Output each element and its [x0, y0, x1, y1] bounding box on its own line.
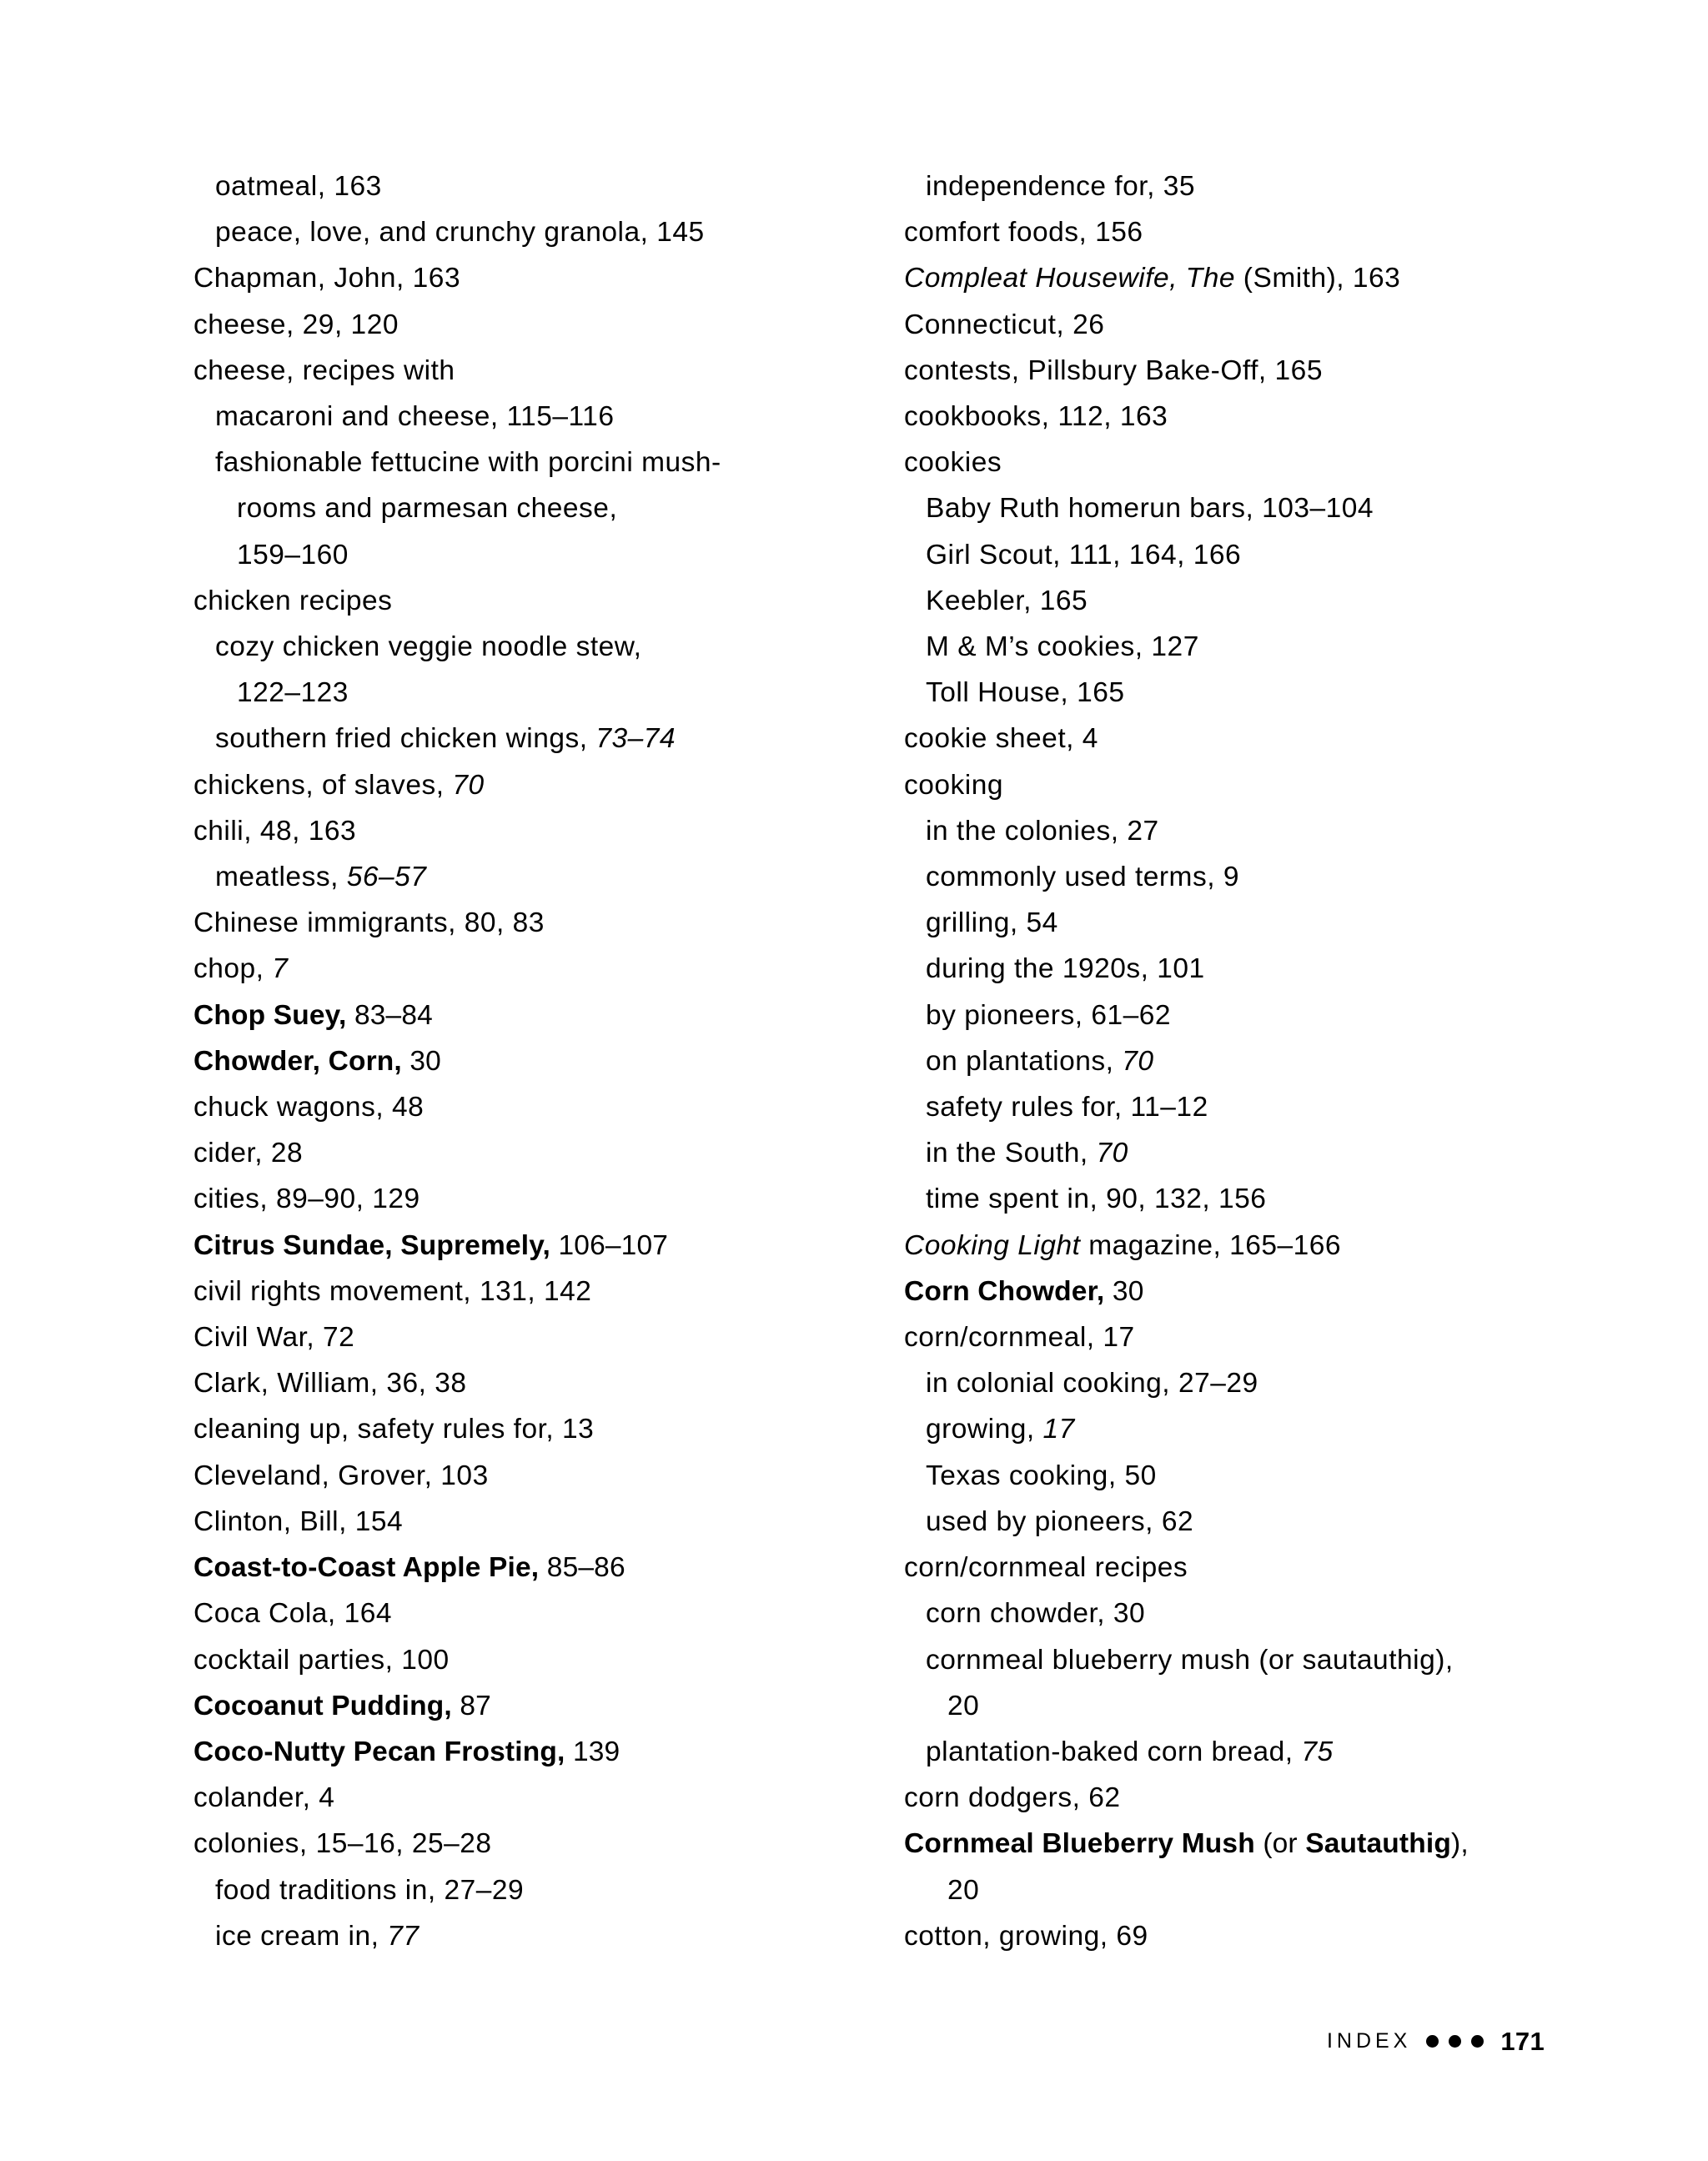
index-entry-run: 62: [1088, 1782, 1121, 1814]
index-entry-run: macaroni and cheese,: [215, 401, 507, 433]
index-entry-run: cleaning up, safety rules for,: [193, 1414, 563, 1445]
index-entry-run: chickens, of slaves,: [193, 769, 453, 801]
index-entry-run: 100: [401, 1644, 450, 1676]
index-entry: [193, 900, 834, 946]
index-entry: [904, 762, 1545, 808]
index-entry-run: 75: [1301, 1736, 1334, 1767]
index-entry: [193, 1867, 834, 1913]
index-entry-run: 73–74: [595, 723, 676, 755]
index-entry: [904, 946, 1545, 992]
index-entry: [193, 1591, 834, 1636]
index-entry: [193, 1683, 834, 1729]
index-entry-run: 164: [344, 1598, 392, 1630]
index-entry-run: 30: [1113, 1598, 1146, 1630]
index-entry-run: Chowder, Corn,: [193, 1045, 402, 1077]
index-entry-run: cheese,: [193, 309, 303, 340]
index-entry-run: 36, 38: [386, 1368, 467, 1400]
index-entry-run: corn/cornmeal recipes: [904, 1552, 1188, 1584]
index-entry-run: during the 1920s,: [926, 953, 1158, 985]
index-entry-run: peace, love, and crunchy granola,: [215, 217, 657, 249]
index-entry-run: Keebler,: [926, 585, 1040, 616]
index-column-right: [904, 163, 1545, 1959]
index-entry: [193, 762, 834, 808]
index-entry-run: 165: [1039, 585, 1088, 616]
index-entry: [904, 854, 1545, 900]
index-entry-run: plantation-baked corn bread,: [926, 1736, 1302, 1767]
index-entry-run: rooms and parmesan cheese,: [237, 493, 618, 525]
index-entry: [904, 532, 1545, 578]
index-entry-run: 62: [1161, 1505, 1194, 1537]
index-entry-run: civil rights movement,: [193, 1275, 480, 1307]
index-entry-run: 4: [1082, 723, 1098, 755]
index-entry: [193, 670, 834, 716]
index-entry: [193, 1406, 834, 1452]
index-entry: [193, 808, 834, 854]
index-entry-run: 103–104: [1262, 493, 1374, 525]
index-entry: [193, 854, 834, 900]
index-entry-run: 122–123: [237, 677, 349, 709]
index-entry-run: 83–84: [346, 999, 433, 1031]
index-entry-run: 35: [1163, 171, 1195, 202]
index-entry: [193, 1775, 834, 1821]
index-entry-run: 159–160: [237, 539, 349, 570]
index-entry: [904, 808, 1545, 854]
index-entry-run: contests, Pillsbury Bake-Off,: [904, 354, 1275, 386]
index-entry-run: Chapman, John,: [193, 263, 413, 294]
index-entry: [904, 900, 1545, 946]
index-entry-run: ),: [1451, 1828, 1469, 1860]
index-entry: [193, 1223, 834, 1269]
index-entry-run: corn dodgers,: [904, 1782, 1089, 1814]
index-entry: [904, 1637, 1545, 1683]
index-entry-run: 69: [1116, 1920, 1148, 1952]
index-entry-run: 145: [656, 217, 705, 249]
index-entry-run: 56–57: [346, 862, 427, 893]
index-entry: [193, 1176, 834, 1222]
index-entry: [193, 1084, 834, 1130]
footer-dot-icon: [1449, 2035, 1461, 2048]
index-entry-run: oatmeal,: [215, 171, 334, 202]
index-entry-run: Connecticut,: [904, 309, 1073, 340]
index-entry-run: cocktail parties,: [193, 1644, 402, 1676]
index-entry: [904, 1821, 1545, 1867]
index-entry: [193, 532, 834, 578]
index-entry: [904, 1314, 1545, 1360]
index-entry: [193, 209, 834, 255]
index-entry-run: 15–16, 25–28: [315, 1828, 492, 1860]
index-entry: [904, 163, 1545, 209]
index-entry-run: time spent in,: [926, 1184, 1107, 1215]
index-entry-run: 106–107: [550, 1229, 669, 1261]
index-entry-run: comfort foods,: [904, 217, 1096, 249]
index-entry-run: 111, 164, 166: [1068, 539, 1242, 570]
index-entry-run: fashionable fettucine with porcini mush-: [215, 447, 721, 479]
index-entry: [904, 624, 1545, 670]
index-entry: [904, 209, 1545, 255]
page-number: 171: [1500, 2026, 1545, 2056]
index-entry: [193, 1038, 834, 1084]
index-entry: [904, 485, 1545, 531]
index-entry-run: 50: [1124, 1460, 1157, 1491]
index-entry-run: ice cream in,: [215, 1920, 388, 1952]
index-entry: [193, 255, 834, 301]
index-entry-run: 131, 142: [479, 1275, 592, 1307]
index-entry-run: Corn Chowder,: [904, 1275, 1105, 1307]
index-entry-run: (Smith), 163: [1235, 263, 1401, 294]
index-entry-run: 112, 163: [1057, 401, 1168, 433]
index-entry-run: 156: [1095, 217, 1143, 249]
index-entry-run: 70: [452, 769, 485, 801]
index-entry: [193, 348, 834, 394]
index-entry-run: 29, 120: [302, 309, 399, 340]
index-entry: [193, 163, 834, 209]
index-columns: [193, 163, 1545, 1959]
index-entry: [193, 1499, 834, 1545]
index-entry-run: southern fried chicken wings,: [215, 723, 596, 755]
index-entry: [904, 1591, 1545, 1636]
index-entry-run: 115–116: [506, 401, 615, 433]
index-entry-run: 163: [412, 263, 461, 294]
index-entry-run: Clinton, Bill,: [193, 1505, 355, 1537]
index-entry-run: Citrus Sundae, Supremely,: [193, 1229, 551, 1261]
index-entry-run: corn/cornmeal,: [904, 1322, 1103, 1354]
index-entry: [904, 1130, 1545, 1176]
index-entry: [193, 1545, 834, 1591]
index-entry: [904, 440, 1545, 485]
index-entry-run: used by pioneers,: [926, 1505, 1162, 1537]
index-entry: [193, 578, 834, 624]
footer-dot-icon: [1471, 2035, 1484, 2048]
index-entry-run: 61–62: [1091, 999, 1172, 1031]
index-entry: [193, 440, 834, 485]
index-entry-run: 30: [1104, 1275, 1144, 1307]
index-entry-run: Cornmeal Blueberry Mush: [904, 1828, 1263, 1860]
index-entry-run: corn chowder,: [926, 1598, 1113, 1630]
index-entry-run: in the colonies,: [926, 815, 1128, 847]
index-entry: [193, 1314, 834, 1360]
index-entry: [904, 302, 1545, 348]
index-entry-run: 89–90, 129: [275, 1184, 420, 1215]
index-entry: [904, 1084, 1545, 1130]
index-entry-run: cotton, growing,: [904, 1920, 1117, 1952]
index-entry-run: food traditions in,: [215, 1874, 445, 1906]
index-entry-run: 28: [270, 1138, 304, 1169]
index-column-left: [193, 163, 834, 1959]
index-entry-run: cornmeal blueberry mush (or sautauthig),: [926, 1644, 1454, 1676]
page-footer: [1327, 2024, 1545, 2058]
index-entry-run: 127: [1151, 631, 1199, 663]
index-entry-run: 30: [401, 1045, 441, 1077]
index-entry: [904, 1453, 1545, 1499]
index-entry: [193, 1453, 834, 1499]
index-entry: [193, 716, 834, 761]
index-entry-run: 103: [440, 1460, 489, 1491]
index-entry-run: 101: [1157, 953, 1205, 985]
index-entry-run: in the South,: [926, 1138, 1097, 1169]
index-entry-run: Civil War,: [193, 1322, 324, 1354]
index-entry-run: grilling,: [926, 907, 1027, 939]
index-entry: [904, 1269, 1545, 1314]
index-entry-run: (or: [1263, 1828, 1306, 1860]
index-entry-run: 165: [1077, 677, 1125, 709]
index-entry-run: cheese, recipes with: [193, 354, 455, 386]
index-entry-run: cider,: [193, 1138, 271, 1169]
index-entry-run: meatless,: [215, 862, 347, 893]
index-entry-run: 80, 83: [464, 907, 545, 939]
index-entry: [904, 1545, 1545, 1591]
index-entry: [904, 578, 1545, 624]
index-entry: [904, 1867, 1545, 1913]
index-entry: [193, 993, 834, 1038]
index-entry-run: 27–29: [444, 1874, 525, 1906]
index-entry-run: 77: [387, 1920, 419, 1952]
index-entry-run: 11–12: [1130, 1092, 1208, 1123]
index-entry-run: Chop Suey,: [193, 999, 347, 1031]
index-entry: [193, 1360, 834, 1406]
index-entry-run: Sautauthig: [1305, 1828, 1451, 1860]
index-entry-run: cozy chicken veggie noodle stew,: [215, 631, 642, 663]
index-entry-run: by pioneers,: [926, 999, 1092, 1031]
index-entry-run: cities,: [193, 1184, 276, 1215]
index-entry-run: 17: [1042, 1414, 1075, 1445]
index-entry: [904, 1038, 1545, 1084]
index-entry-run: 13: [562, 1414, 595, 1445]
index-entry-run: Cleveland, Grover,: [193, 1460, 441, 1491]
index-entry-run: 154: [354, 1505, 404, 1537]
index-entry: [904, 1360, 1545, 1406]
index-entry-run: 26: [1073, 309, 1105, 340]
index-entry-run: M & M’s cookies,: [926, 631, 1152, 663]
index-entry-run: 48: [391, 1092, 424, 1123]
index-entry-run: 20: [947, 1874, 980, 1906]
index-entry-run: 165: [1274, 354, 1323, 386]
index-entry-run: 17: [1103, 1322, 1135, 1354]
index-entry: [193, 394, 834, 440]
index-entry: [904, 670, 1545, 716]
index-entry-run: Baby Ruth homerun bars,: [926, 493, 1263, 525]
index-entry-run: Coca Cola,: [193, 1598, 344, 1630]
footer-section-label: INDEX: [1326, 2028, 1412, 2053]
index-entry-run: chicken recipes: [193, 585, 393, 616]
index-entry-run: Cocoanut Pudding,: [193, 1690, 452, 1721]
index-entry-run: chuck wagons,: [193, 1092, 392, 1123]
index-entry: [904, 1729, 1545, 1775]
index-entry-run: 48, 163: [259, 815, 357, 847]
footer-dots-ornament: [1426, 2035, 1484, 2048]
index-entry-run: 72: [323, 1322, 355, 1354]
index-entry-run: 20: [947, 1690, 980, 1721]
index-entry: [193, 624, 834, 670]
footer-dot-icon: [1426, 2035, 1439, 2048]
index-entry: [904, 348, 1545, 394]
index-entry-run: magazine, 165–166: [1080, 1229, 1342, 1261]
index-entry: [904, 1223, 1545, 1269]
index-entry: [904, 1406, 1545, 1452]
index-entry-run: colonies,: [193, 1828, 316, 1860]
index-entry: [904, 993, 1545, 1038]
index-entry-run: Coast-to-Coast Apple Pie,: [193, 1552, 540, 1584]
index-entry-run: independence for,: [926, 171, 1163, 202]
index-entry-run: commonly used terms,: [926, 862, 1223, 893]
index-entry-run: on plantations,: [926, 1045, 1123, 1077]
index-entry: [193, 1821, 834, 1867]
index-entry-run: 7: [272, 953, 289, 985]
index-entry: [904, 394, 1545, 440]
index-entry: [193, 1637, 834, 1683]
index-entry: [193, 946, 834, 992]
index-entry-run: chili,: [193, 815, 260, 847]
index-entry: [904, 1683, 1545, 1729]
index-entry-run: chop,: [193, 953, 273, 985]
index-entry-run: growing,: [926, 1414, 1043, 1445]
index-entry-run: Girl Scout,: [926, 539, 1069, 570]
index-entry-run: Compleat Housewife, The: [904, 263, 1235, 294]
index-entry: [904, 716, 1545, 761]
index-entry-run: 70: [1122, 1045, 1154, 1077]
index-entry: [904, 255, 1545, 301]
index-entry: [904, 1913, 1545, 1959]
index-entry-run: cookies: [904, 447, 1002, 479]
index-entry-run: 87: [451, 1690, 491, 1721]
index-entry-run: 163: [334, 171, 382, 202]
index-entry: [193, 1130, 834, 1176]
index-entry-run: 85–86: [539, 1552, 625, 1584]
index-entry: [904, 1775, 1545, 1821]
index-entry-run: safety rules for,: [926, 1092, 1131, 1123]
index-entry-run: 54: [1026, 907, 1058, 939]
index-entry: [193, 1913, 834, 1959]
index-entry: [193, 1729, 834, 1775]
index-entry-run: cookie sheet,: [904, 723, 1083, 755]
index-entry-run: Cooking Light: [904, 1229, 1081, 1261]
index-entry-run: 27: [1127, 815, 1159, 847]
index-entry: [193, 485, 834, 531]
index-entry-run: 90, 132, 156: [1106, 1184, 1267, 1215]
index-entry-run: Chinese immigrants,: [193, 907, 465, 939]
index-entry-run: Coco-Nutty Pecan Frosting,: [193, 1736, 565, 1767]
index-entry-run: 4: [319, 1782, 335, 1814]
index-entry-run: 9: [1223, 862, 1239, 893]
index-entry: [193, 1269, 834, 1314]
index-entry-run: in colonial cooking,: [926, 1368, 1178, 1400]
index-entry-run: 27–29: [1178, 1368, 1258, 1400]
index-entry-run: cooking: [904, 769, 1003, 801]
index-entry-run: 139: [565, 1736, 620, 1767]
index-entry-run: colander,: [193, 1782, 319, 1814]
index-entry-run: Clark, William,: [193, 1368, 387, 1400]
index-entry: [193, 302, 834, 348]
index-entry-run: cookbooks,: [904, 401, 1058, 433]
index-entry-run: Toll House,: [926, 677, 1078, 709]
index-entry-run: Texas cooking,: [926, 1460, 1125, 1491]
index-entry: [904, 1176, 1545, 1222]
index-entry: [904, 1499, 1545, 1545]
index-entry-run: 70: [1096, 1138, 1128, 1169]
